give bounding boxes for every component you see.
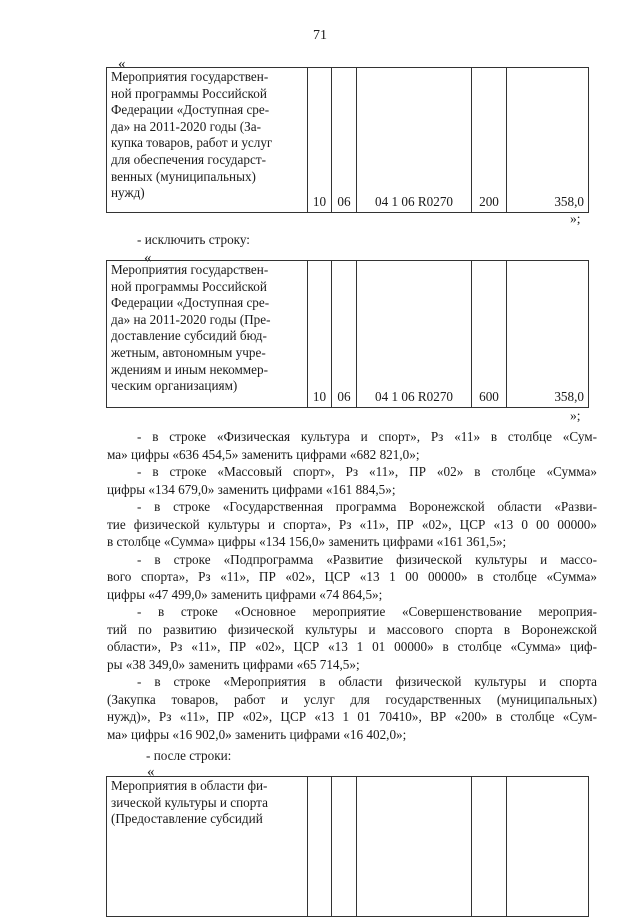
row-name-line: да» на 2011-2020 годы (Пре- bbox=[111, 311, 271, 327]
amendment-text bbox=[107, 428, 597, 743]
paragraph-line: тие физической культуры и спорта», Рз «11», ПР «02», ЦСР «13 0 00 00000» bbox=[107, 516, 597, 532]
row-name-line: ждениям и иным некоммер- bbox=[111, 361, 268, 377]
paragraph-line: цифры «134 679,0» заменить цифрами «161 884,5»; bbox=[107, 481, 396, 497]
paragraph-line: - в строке «Физическая культура и спорт», Рз «11» в столбце «Сум- bbox=[137, 429, 597, 444]
rz-cell bbox=[308, 777, 332, 917]
paragraph-line: цифры «47 499,0» заменить цифрами «74 864,5»; bbox=[107, 586, 383, 602]
paragraph-line: - в строке «Мероприятия в области физической культуры и спорта bbox=[137, 674, 597, 689]
quote-open-1: « bbox=[118, 56, 126, 72]
paragraph-line: в столбце «Сумма» цифры «134 156,0» заменить цифрами «161 361,5»; bbox=[107, 534, 507, 549]
vr-cell: 200 bbox=[472, 68, 507, 213]
page-number: 71 bbox=[313, 28, 327, 43]
row-name-line: Федерации «Доступная сре- bbox=[111, 295, 270, 311]
budget-table-1 bbox=[106, 67, 589, 213]
table-row bbox=[107, 68, 589, 213]
paragraph-line: области», Рз «11», ПР «02», ЦСР «13 1 01 00000» в столбце «Сумма» циф- bbox=[107, 639, 597, 654]
paragraph-line: - в строке «Массовый спорт», Рз «11», ПР «02» в столбце «Сумма» bbox=[137, 464, 597, 479]
row-name-cell bbox=[107, 68, 308, 213]
row-name-line: (Предоставление субсидий bbox=[111, 811, 263, 827]
row-name-cell bbox=[107, 777, 308, 917]
action-after-row: - после строки: bbox=[146, 748, 232, 763]
csr-cell: 04 1 06 R0270 bbox=[357, 68, 472, 213]
row-name-line: зической культуры и спорта bbox=[111, 794, 268, 810]
paragraph-line: - в строке «Подпрограмма «Развитие физической культуры и массо- bbox=[137, 551, 597, 567]
budget-table-2 bbox=[106, 260, 589, 408]
paragraph-line: ма» цифры «16 902,0» заменить цифрами «16 402,0»; bbox=[107, 726, 407, 742]
paragraph-line: ма» цифры «636 454,5» заменить цифрами «682 821,0»; bbox=[107, 446, 420, 462]
row-name-line: Мероприятия государствен- bbox=[111, 69, 269, 84]
row-name-line: для обеспечения государст- bbox=[111, 151, 266, 167]
table-row bbox=[107, 777, 589, 917]
pr-cell bbox=[332, 777, 357, 917]
quote-open-2: « bbox=[144, 250, 152, 266]
row-name-line: жетным, автономным учре- bbox=[111, 344, 266, 360]
paragraph-line: - в строке «Государственная программа Воронежской области «Разви- bbox=[137, 499, 597, 514]
row-name-line: доставление субсидий бюд- bbox=[111, 328, 267, 344]
budget-table-3 bbox=[106, 776, 589, 917]
action-exclude-row: - исключить строку: bbox=[137, 232, 250, 247]
row-name-line: Федерации «Доступная сре- bbox=[111, 102, 270, 118]
paragraph-line: ры «38 349,0» заменить цифрами «65 714,5»; bbox=[107, 656, 360, 672]
rz-cell: 10 bbox=[308, 68, 332, 213]
sum-cell bbox=[507, 777, 589, 917]
table-row bbox=[107, 261, 589, 408]
quote-close-1: »; bbox=[570, 211, 581, 226]
pr-cell: 06 bbox=[332, 68, 357, 213]
row-name-line: да» на 2011-2020 годы (За- bbox=[111, 118, 262, 134]
quote-close-2: »; bbox=[570, 408, 581, 423]
row-name-line: венных (муниципальных) bbox=[111, 168, 256, 184]
sum-cell: 358,0 bbox=[507, 261, 589, 408]
pr-cell: 06 bbox=[332, 261, 357, 408]
rz-cell: 10 bbox=[308, 261, 332, 408]
csr-cell: 04 1 06 R0270 bbox=[357, 261, 472, 408]
row-name-line: Мероприятия государствен- bbox=[111, 262, 269, 277]
row-name-line: нужд) bbox=[111, 185, 145, 201]
row-name-line: ческим организациям) bbox=[111, 378, 238, 394]
row-name-cell bbox=[107, 261, 308, 408]
paragraph-line: нужд)», Рз «11», ПР «02», ЦСР «13 1 01 70410», ВР «200» в столбце «Сум- bbox=[107, 709, 597, 724]
paragraph-line: - в строке «Основное мероприятие «Совершенствование мероприя- bbox=[137, 604, 597, 619]
row-name-line: ной программы Российской bbox=[111, 85, 267, 101]
sum-cell: 358,0 bbox=[507, 68, 589, 213]
vr-cell: 600 bbox=[472, 261, 507, 408]
row-name-line: купка товаров, работ и услуг bbox=[111, 135, 273, 151]
csr-cell bbox=[357, 777, 472, 917]
row-name-line: Мероприятия в области фи- bbox=[111, 778, 268, 793]
paragraph-line: (Закупка товаров, работ и услуг для государственных (муниципальных) bbox=[107, 691, 597, 707]
paragraph-line: вого спорта», Рз «11», ПР «02», ЦСР «13 1 00 00000» в столбце «Сумма» bbox=[107, 569, 597, 584]
vr-cell bbox=[472, 777, 507, 917]
quote-open-3: « bbox=[147, 764, 155, 780]
paragraph-line: тий по развитию физической культуры и массового спорта в Воронежской bbox=[107, 621, 597, 637]
row-name-line: ной программы Российской bbox=[111, 278, 267, 294]
